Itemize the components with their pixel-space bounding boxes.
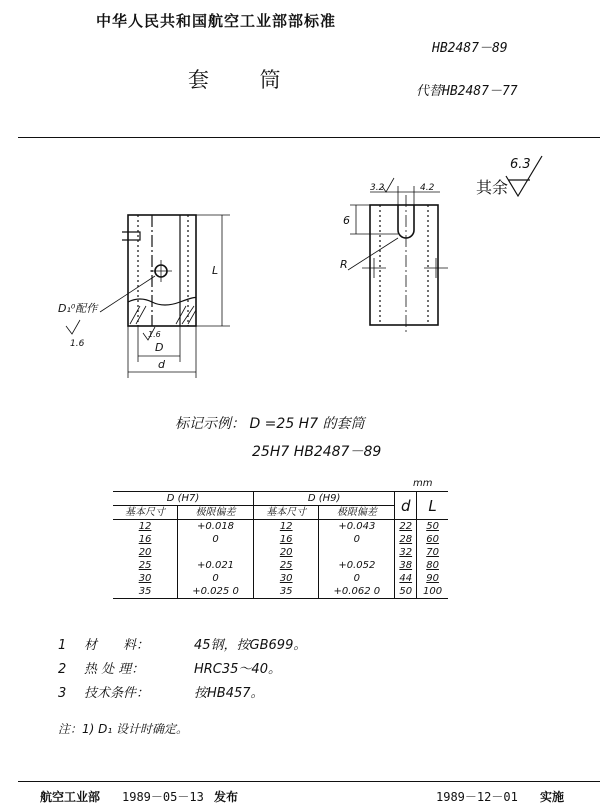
table-cell: 25 [138,559,152,571]
technical-drawing [0,0,600,400]
table-cell: 0 [178,572,254,585]
table-cell: +0.043 [319,520,395,534]
roughness-label: 其余 [476,178,509,197]
table-cell: +0.021 [178,559,254,572]
note-item [58,634,306,658]
table-cell: +0.025 0 [178,585,254,599]
effective-label: 实施 [540,790,565,804]
table-cell: 50 [395,585,417,599]
table-row [113,559,448,572]
note-item [58,682,306,706]
label-small-rough: 1.6 [148,330,161,339]
subheader-limit-deviation: 极限偏差 [178,506,254,520]
table-cell: +0.052 [319,559,395,572]
label-d0-rough: 1.6 [70,339,85,349]
table-cell: 22 [395,520,417,534]
note-key: 技术条件： [84,686,150,701]
table-cell: +0.062 0 [319,585,395,599]
label-R: R [340,258,348,271]
label-d0: D₁⁰配作 [58,302,98,315]
table-cell: 44 [395,572,417,585]
header-d-h9: D (H9) [253,492,394,506]
table-cell: 35 [113,585,178,599]
table-cell: 35 [253,585,318,599]
header-d: d [395,492,417,520]
table-row [113,585,448,599]
roughness-value: 6.3 [510,157,531,172]
note-value: 按HB457。 [194,686,264,701]
table-row [113,520,448,534]
table-row [113,533,448,546]
issue-date: 1989－05－13 [122,790,204,804]
note-number: 2 [58,662,67,677]
header-L: L [417,492,448,520]
label-42: 4.2 [420,183,435,193]
table-cell: 20 [138,546,152,558]
label-32: 3.2 [370,183,385,193]
footer-rule [18,781,600,782]
table-cell: 30 [253,572,318,585]
subheader-basic-size: 基本尺寸 [113,506,178,520]
technical-notes [58,634,306,706]
table-cell: 16 [253,533,318,546]
subheader-basic-size: 基本尺寸 [253,506,318,520]
table-cell: 70 [417,546,448,559]
table-cell: 100 [417,585,448,599]
table-cell: 50 [417,520,448,534]
marking-example-line2: 25H7 HB2487－89 [252,444,382,460]
organization-title: 中华人民共和国航空工业部部标准 [96,12,337,30]
table-cell: 12 [138,520,152,532]
table-cell: 32 [395,546,417,559]
table-cell: 12 [253,520,318,534]
marking-example-line1: 标记示例： D =25 H7 的套筒 [175,416,365,432]
dimension-table [113,491,448,599]
table-cell: 0 [319,572,395,585]
effective-date: 1989－12－01 [436,790,518,804]
note-item [58,658,306,682]
table-cell: 60 [417,533,448,546]
note-key: 热 处 理： [84,662,145,677]
table-cell: 16 [138,533,152,545]
label-L: L [212,264,219,277]
label-d: d [158,358,165,371]
table-cell [178,546,254,559]
note-value: HRC35～40。 [194,662,281,677]
supersedes-code: 代替HB2487－77 [416,84,518,99]
table-cell: 80 [417,559,448,572]
subheader-limit-deviation: 极限偏差 [319,506,395,520]
table-cell: 90 [417,572,448,585]
table-cell: 25 [253,559,318,572]
table-cell: 0 [178,533,254,546]
standard-code: HB2487－89 [432,41,508,56]
table-cell: 28 [395,533,417,546]
note-value: 45钢，按GB699。 [194,638,307,653]
note-number: 1 [58,638,67,653]
document-title: 套 筒 [188,68,303,92]
footnote: 注：1) D₁ 设计时确定。 [58,722,188,736]
header-d-h7: D (H7) [113,492,253,506]
table-cell: 30 [138,572,152,584]
issuer: 航空工业部 [40,790,101,804]
table-cell: 38 [395,559,417,572]
table-cell: +0.018 [178,520,254,534]
label-6: 6 [343,214,350,227]
label-D: D [155,341,164,354]
issue-label: 发布 [214,790,239,804]
table-cell: 20 [253,546,318,559]
table-cell [319,546,395,559]
table-cell: 0 [319,533,395,546]
table-row [113,546,448,559]
table-row [113,572,448,585]
note-key: 材 料： [84,638,150,653]
table-unit: mm [413,478,433,489]
note-number: 3 [58,686,67,701]
